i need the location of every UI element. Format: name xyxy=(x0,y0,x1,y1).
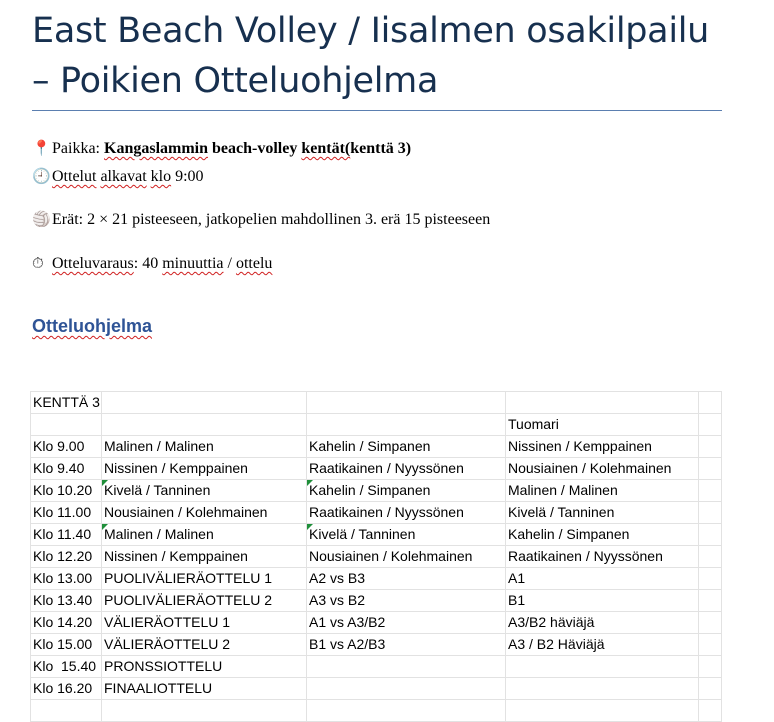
cell-time[interactable]: Klo 16.20 xyxy=(33,680,93,696)
cell-team-b[interactable]: Kahelin / Simpanen xyxy=(309,482,431,498)
cell-referee[interactable]: Nousiainen / Kolehmainen xyxy=(508,460,672,476)
place-value-4: kenttä 3) xyxy=(350,140,412,157)
place-value-3: kentät( xyxy=(301,140,351,157)
gridline-h xyxy=(30,391,722,392)
cell-referee[interactable]: B1 xyxy=(508,592,526,608)
place-value-2: beach-volley xyxy=(208,140,302,157)
cell-team-b[interactable]: Raatikainen / Nyyssönen xyxy=(309,460,464,476)
clock-icon: 🕘 xyxy=(32,167,51,185)
gridline-h xyxy=(30,699,722,700)
cell-team-a[interactable]: Kivelä / Tanninen xyxy=(104,482,211,498)
reserve-text-2: : 40 xyxy=(133,255,163,272)
info-sets xyxy=(32,209,490,230)
time-word-3: klo xyxy=(150,168,172,185)
cell-referee[interactable]: A3 / B2 Häviäjä xyxy=(508,636,605,652)
schedule-heading: Otteluohjelma xyxy=(32,316,153,336)
gridline-v xyxy=(721,391,722,722)
info-place xyxy=(32,138,411,159)
cell-team-a[interactable]: Nousiainen / Kolehmainen xyxy=(104,504,268,520)
title-line-2-text: – Poikien Otteluohjelma xyxy=(32,61,439,101)
pin-icon: 📍 xyxy=(32,139,51,157)
info-time xyxy=(32,166,204,187)
cell-referee[interactable]: Kivelä / Tanninen xyxy=(508,504,615,520)
time-word-2: alkavat xyxy=(100,168,147,185)
place-label: Paikka: xyxy=(52,140,104,157)
cell-referee[interactable]: Raatikainen / Nyyssönen xyxy=(508,548,663,564)
cell-team-b[interactable]: B1 vs A2/B3 xyxy=(309,636,386,652)
cell-team-a[interactable]: VÄLIERÄOTTELU 2 xyxy=(104,636,231,652)
cell-team-a[interactable]: Nissinen / Kemppainen xyxy=(104,460,248,476)
gridline-v xyxy=(30,391,31,722)
referee-header[interactable]: Tuomari xyxy=(508,416,559,432)
reserve-word-1: Otteluvaraus xyxy=(52,255,134,272)
cell-team-a[interactable]: Malinen / Malinen xyxy=(104,438,214,454)
cell-time[interactable]: Klo 10.20 xyxy=(33,482,93,498)
sets-text: Erät: 2 × 21 pisteeseen, jatkopelien mahdollinen 3. erä 15 pisteeseen xyxy=(52,211,491,228)
cell-team-a[interactable]: VÄLIERÄOTTELU 1 xyxy=(104,614,231,630)
document-title xyxy=(32,6,732,106)
title-underline xyxy=(32,110,722,111)
time-word-1: Ottelut xyxy=(52,168,97,185)
cell-team-a[interactable]: Malinen / Malinen xyxy=(104,526,214,542)
cell-time[interactable]: Klo 11.00 xyxy=(33,504,92,520)
cell-referee[interactable]: Malinen / Malinen xyxy=(508,482,618,498)
reserve-text-4: / xyxy=(223,255,236,272)
title-line-2 xyxy=(32,56,732,106)
cell-team-a[interactable]: PUOLIVÄLIERÄOTTELU 2 xyxy=(104,592,273,608)
stopwatch-icon: ⏱ xyxy=(32,254,44,272)
cell-team-a[interactable]: FINAALIOTTELU xyxy=(104,680,213,696)
title-line-1-text: East Beach Volley / Iisalmen osakilpailu xyxy=(32,11,710,51)
cell-time[interactable]: Klo 9.00 xyxy=(33,438,85,454)
cell-time[interactable]: Klo 11.40 xyxy=(33,526,92,542)
title-line-1 xyxy=(32,6,732,56)
cell-team-b[interactable]: A1 vs A3/B2 xyxy=(309,614,386,630)
cell-referee[interactable]: A1 xyxy=(508,570,526,586)
cell-time[interactable]: Klo 9.40 xyxy=(33,460,85,476)
cell-team-b[interactable]: Raatikainen / Nyyssönen xyxy=(309,504,464,520)
gridline-h xyxy=(30,413,722,414)
cell-team-b[interactable]: A2 vs B3 xyxy=(309,570,366,586)
gridline-v xyxy=(306,391,307,722)
gridline-v xyxy=(505,391,506,722)
cell-time[interactable]: Klo 13.40 xyxy=(33,592,93,608)
cell-time[interactable]: Klo 15.00 xyxy=(33,636,93,652)
cell-team-b[interactable]: A3 vs B2 xyxy=(309,592,366,608)
court-label[interactable]: KENTTÄ 3 xyxy=(33,394,100,410)
time-value: 9:00 xyxy=(171,168,204,185)
info-reservation xyxy=(32,253,272,274)
cell-team-a[interactable]: PUOLIVÄLIERÄOTTELU 1 xyxy=(104,570,273,586)
cell-time[interactable]: Klo 13.00 xyxy=(33,570,93,586)
gridline-v xyxy=(101,391,102,722)
cell-referee[interactable]: Nissinen / Kemppainen xyxy=(508,438,652,454)
cell-team-b[interactable]: Nousiainen / Kolehmainen xyxy=(309,548,473,564)
volleyball-icon: 🏐 xyxy=(32,210,51,228)
cell-time[interactable]: Klo 14.20 xyxy=(33,614,93,630)
cell-time[interactable]: Klo 12.20 xyxy=(33,548,93,564)
cell-time[interactable]: Klo 15.40 xyxy=(33,658,97,674)
cell-team-a[interactable]: PRONSSIOTTELU xyxy=(104,658,223,674)
cell-referee[interactable]: A3/B2 häviäjä xyxy=(508,614,595,630)
cell-team-b[interactable]: Kivelä / Tanninen xyxy=(309,526,416,542)
reserve-word-5: ottelu xyxy=(235,255,273,272)
reserve-word-3: minuuttia xyxy=(162,255,224,272)
gridline-v xyxy=(698,391,699,722)
cell-team-a[interactable]: Nissinen / Kemppainen xyxy=(104,548,248,564)
cell-team-b[interactable]: Kahelin / Simpanen xyxy=(309,438,431,454)
cell-referee[interactable]: Kahelin / Simpanen xyxy=(508,526,630,542)
place-value-1: Kangaslammin xyxy=(104,140,209,157)
schedule-sheet xyxy=(30,391,722,722)
